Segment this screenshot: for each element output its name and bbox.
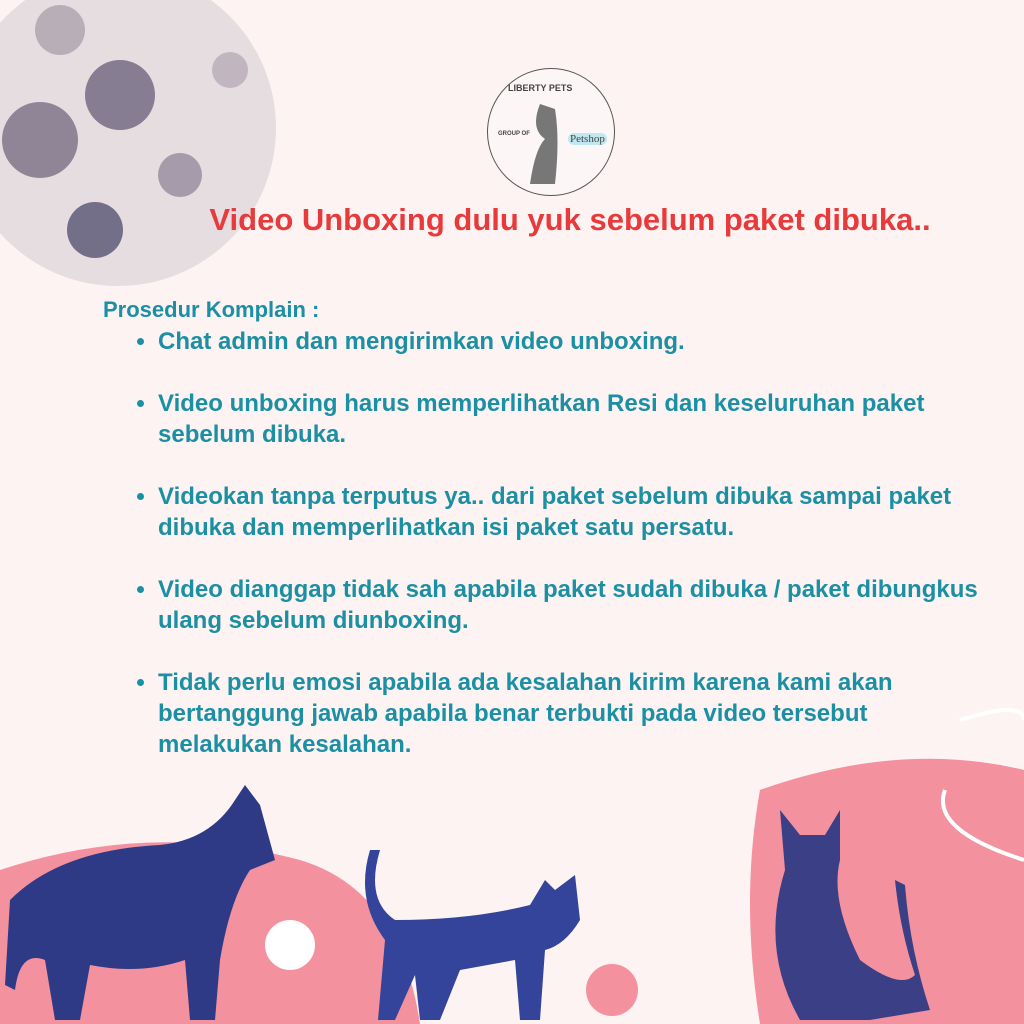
dog-cat-logo-icon [520, 99, 570, 189]
moon-illustration [0, 0, 276, 286]
list-item: • Video dianggap tidak sah apabila paket sudah dibuka / paket dibungkus ulang sebelum diunboxing. [158, 574, 978, 636]
logo-top-text: LIBERTY PETS [508, 83, 573, 93]
list-item: • Video unboxing harus memperlihatkan Resi dan keseluruhan paket sebelum dibuka. [158, 388, 978, 450]
procedure-list [130, 326, 978, 791]
list-item: • Videokan tanpa terputus ya.. dari paket sebelum dibuka sampai paket dibuka dan memperlihatkan isi paket satu persatu. [158, 481, 978, 543]
white-dot [265, 920, 315, 970]
liberty-pets-logo [487, 68, 615, 196]
list-item: • Chat admin dan mengirimkan video unboxing. [158, 326, 978, 357]
list-item: • Tidak perlu emosi apabila ada kesalahan kirim karena kami akan bertanggung jawab apabila benar terbukti pada video tersebut melakukan kesalahan. [158, 667, 978, 760]
page-title: Video Unboxing dulu yuk sebelum paket dibuka.. [209, 202, 931, 237]
walking-cat-silhouette [365, 850, 580, 1020]
logo-left-text: GROUP OF [498, 131, 530, 137]
complaint-procedure-heading: Prosedur Komplain : [103, 297, 320, 322]
logo-right-text: Petshop [570, 133, 605, 145]
